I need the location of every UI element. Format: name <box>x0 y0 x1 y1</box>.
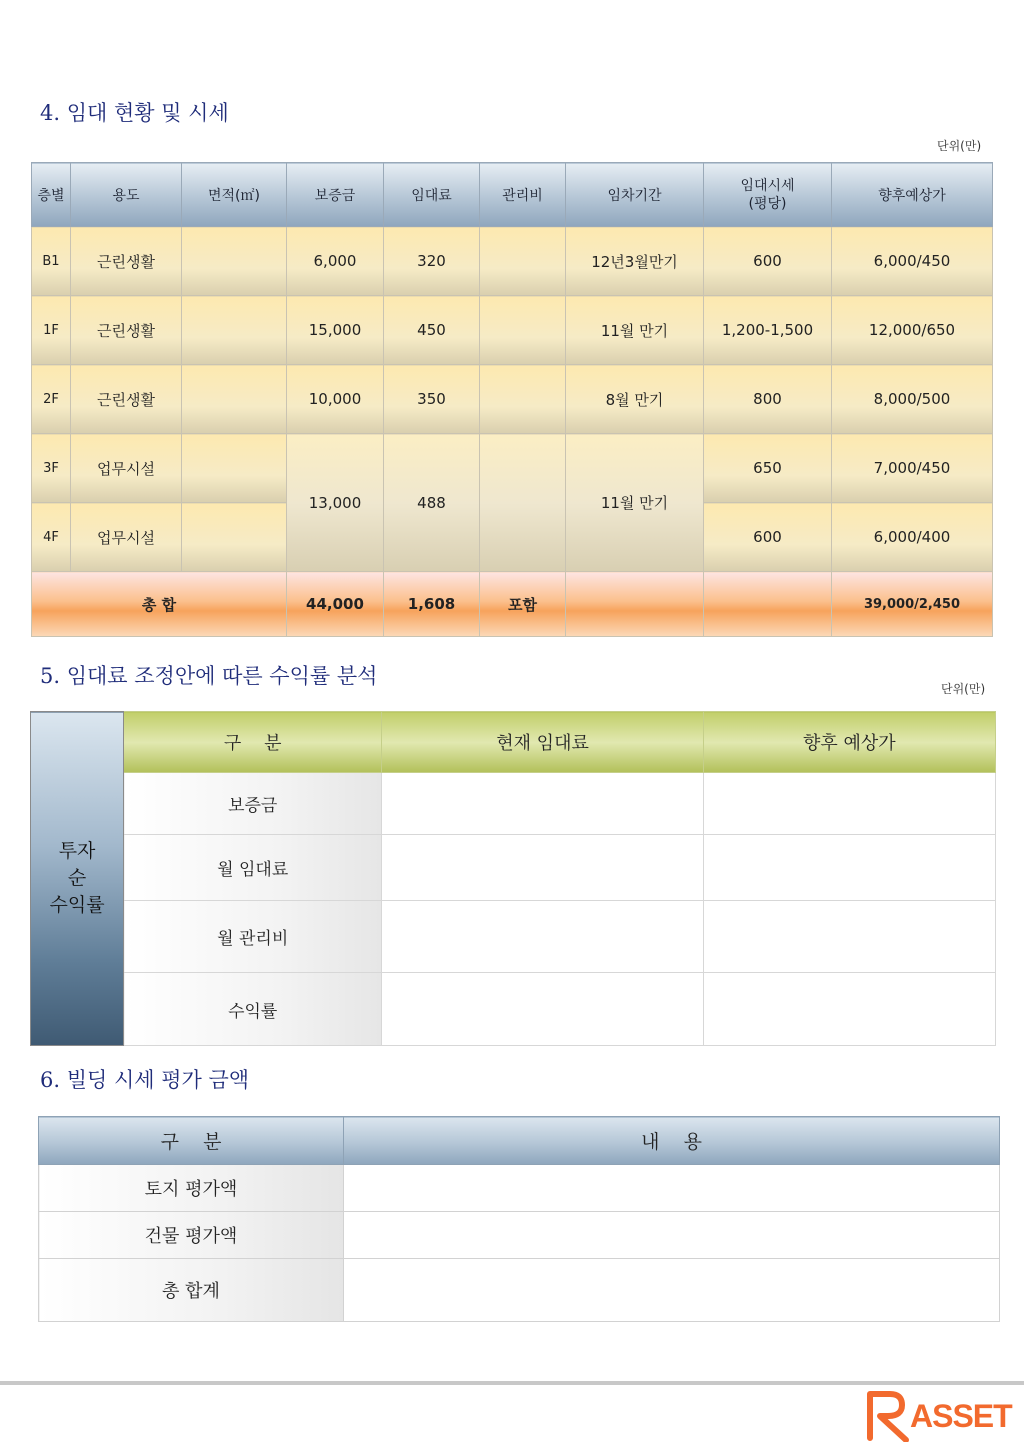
rental-status-table <box>31 162 993 637</box>
cell-value <box>344 1259 1000 1322</box>
table-row <box>32 434 993 503</box>
cell-expected <box>703 773 995 835</box>
cell-use: 업무시설 <box>71 434 182 503</box>
total-rent: 1,608 <box>384 572 480 637</box>
cell-floor: 2F <box>32 365 71 434</box>
col-header-rent: 임대료 <box>384 163 480 227</box>
cell-current <box>382 901 703 973</box>
table-row <box>39 1259 1000 1322</box>
col-header-mgmt: 관리비 <box>480 163 566 227</box>
cell-deposit: 15,000 <box>287 296 384 365</box>
cell-value <box>344 1212 1000 1259</box>
cell-use: 근린생활 <box>71 365 182 434</box>
cell-mgmt-merged <box>480 434 566 572</box>
cell-expected: 6,000/400 <box>832 503 993 572</box>
rasset-logo <box>866 1390 1016 1442</box>
table-row <box>31 973 996 1046</box>
cell-current <box>382 773 703 835</box>
col-header-use: 용도 <box>71 163 182 227</box>
cell-rent: 320 <box>384 227 480 296</box>
footer-divider <box>0 1381 1024 1385</box>
section-5-unit: 단위(만) <box>941 682 986 696</box>
cell-floor: 4F <box>32 503 71 572</box>
cell-mgmt <box>480 296 566 365</box>
cell-area <box>182 227 287 296</box>
section-6-title: 6. 빌딩 시세 평가 금액 <box>40 1068 250 1092</box>
cell-rent: 450 <box>384 296 480 365</box>
cell-rent: 350 <box>384 365 480 434</box>
cell-value <box>344 1165 1000 1212</box>
cell-market: 600 <box>704 227 832 296</box>
cell-use: 근린생활 <box>71 296 182 365</box>
cell-rent-merged: 488 <box>384 434 480 572</box>
cell-term: 12년3월만기 <box>566 227 704 296</box>
total-label: 총 합 <box>32 572 287 637</box>
total-expected: 39,000/2,450 <box>832 572 993 637</box>
cell-term: 8월 만기 <box>566 365 704 434</box>
col-header-category: 구 분 <box>124 712 382 773</box>
col-header-floor: 층별 <box>32 163 71 227</box>
table-row <box>31 835 996 901</box>
cell-term: 11월 만기 <box>566 296 704 365</box>
row-label-deposit: 보증금 <box>124 773 382 835</box>
col-header-current-rent: 현재 임대료 <box>382 712 703 773</box>
total-deposit: 44,000 <box>287 572 384 637</box>
table-row <box>39 1165 1000 1212</box>
col-header-expected-price: 향후 예상가 <box>703 712 995 773</box>
cell-area <box>182 503 287 572</box>
row-label-monthly-mgmt: 월 관리비 <box>124 901 382 973</box>
section-5-title: 5. 임대료 조정안에 따른 수익률 분석 <box>40 664 378 688</box>
cell-mgmt <box>480 365 566 434</box>
cell-market: 600 <box>704 503 832 572</box>
col-header-market: 임대시세 (평당) <box>704 163 832 227</box>
cell-expected: 8,000/500 <box>832 365 993 434</box>
total-mgmt: 포함 <box>480 572 566 637</box>
total-market <box>704 572 832 637</box>
cell-deposit-merged: 13,000 <box>287 434 384 572</box>
table-row <box>32 365 993 434</box>
cell-area <box>182 296 287 365</box>
table-row <box>31 773 996 835</box>
cell-deposit: 6,000 <box>287 227 384 296</box>
table-row <box>32 227 993 296</box>
cell-current <box>382 835 703 901</box>
col-header-content: 내 용 <box>344 1117 1000 1165</box>
row-label-land-value: 토지 평가액 <box>39 1165 344 1212</box>
table-row <box>39 1212 1000 1259</box>
cell-market: 650 <box>704 434 832 503</box>
cell-deposit: 10,000 <box>287 365 384 434</box>
cell-use: 근린생활 <box>71 227 182 296</box>
col-header-term: 임차기간 <box>566 163 704 227</box>
row-label-total: 총 합계 <box>39 1259 344 1322</box>
col-header-area: 면적(㎡) <box>182 163 287 227</box>
cell-expected: 7,000/450 <box>832 434 993 503</box>
cell-floor: 3F <box>32 434 71 503</box>
cell-use: 업무시설 <box>71 503 182 572</box>
cell-market: 800 <box>704 365 832 434</box>
table-row <box>32 296 993 365</box>
cell-expected <box>703 835 995 901</box>
cell-expected: 6,000/450 <box>832 227 993 296</box>
col-header-expected: 향후예상가 <box>832 163 993 227</box>
logo-r-mark <box>866 1390 912 1442</box>
row-label-yield: 수익률 <box>124 973 382 1046</box>
cell-area <box>182 365 287 434</box>
cell-mgmt <box>480 227 566 296</box>
cell-floor: B1 <box>32 227 71 296</box>
building-valuation-table <box>38 1116 1000 1322</box>
total-term <box>566 572 704 637</box>
col-header-category: 구 분 <box>39 1117 344 1165</box>
yield-analysis-table <box>30 711 996 1046</box>
table-row <box>31 901 996 973</box>
cell-term-merged: 11월 만기 <box>566 434 704 572</box>
row-label-building-value: 건물 평가액 <box>39 1212 344 1259</box>
cell-expected <box>703 973 995 1046</box>
section-4-title: 4. 임대 현황 및 시세 <box>40 101 229 125</box>
cell-market: 1,200-1,500 <box>704 296 832 365</box>
cell-area <box>182 434 287 503</box>
logo-wordmark: ASSET <box>910 1398 1012 1434</box>
section-4-unit: 단위(만) <box>937 139 982 153</box>
row-label-monthly-rent: 월 임대료 <box>124 835 382 901</box>
table-header-row <box>32 163 993 227</box>
investment-yield-label: 투자 순 수익률 <box>31 712 124 1046</box>
cell-expected: 12,000/650 <box>832 296 993 365</box>
cell-expected <box>703 901 995 973</box>
cell-floor: 1F <box>32 296 71 365</box>
col-header-deposit: 보증금 <box>287 163 384 227</box>
cell-current <box>382 973 703 1046</box>
total-row <box>32 572 993 637</box>
